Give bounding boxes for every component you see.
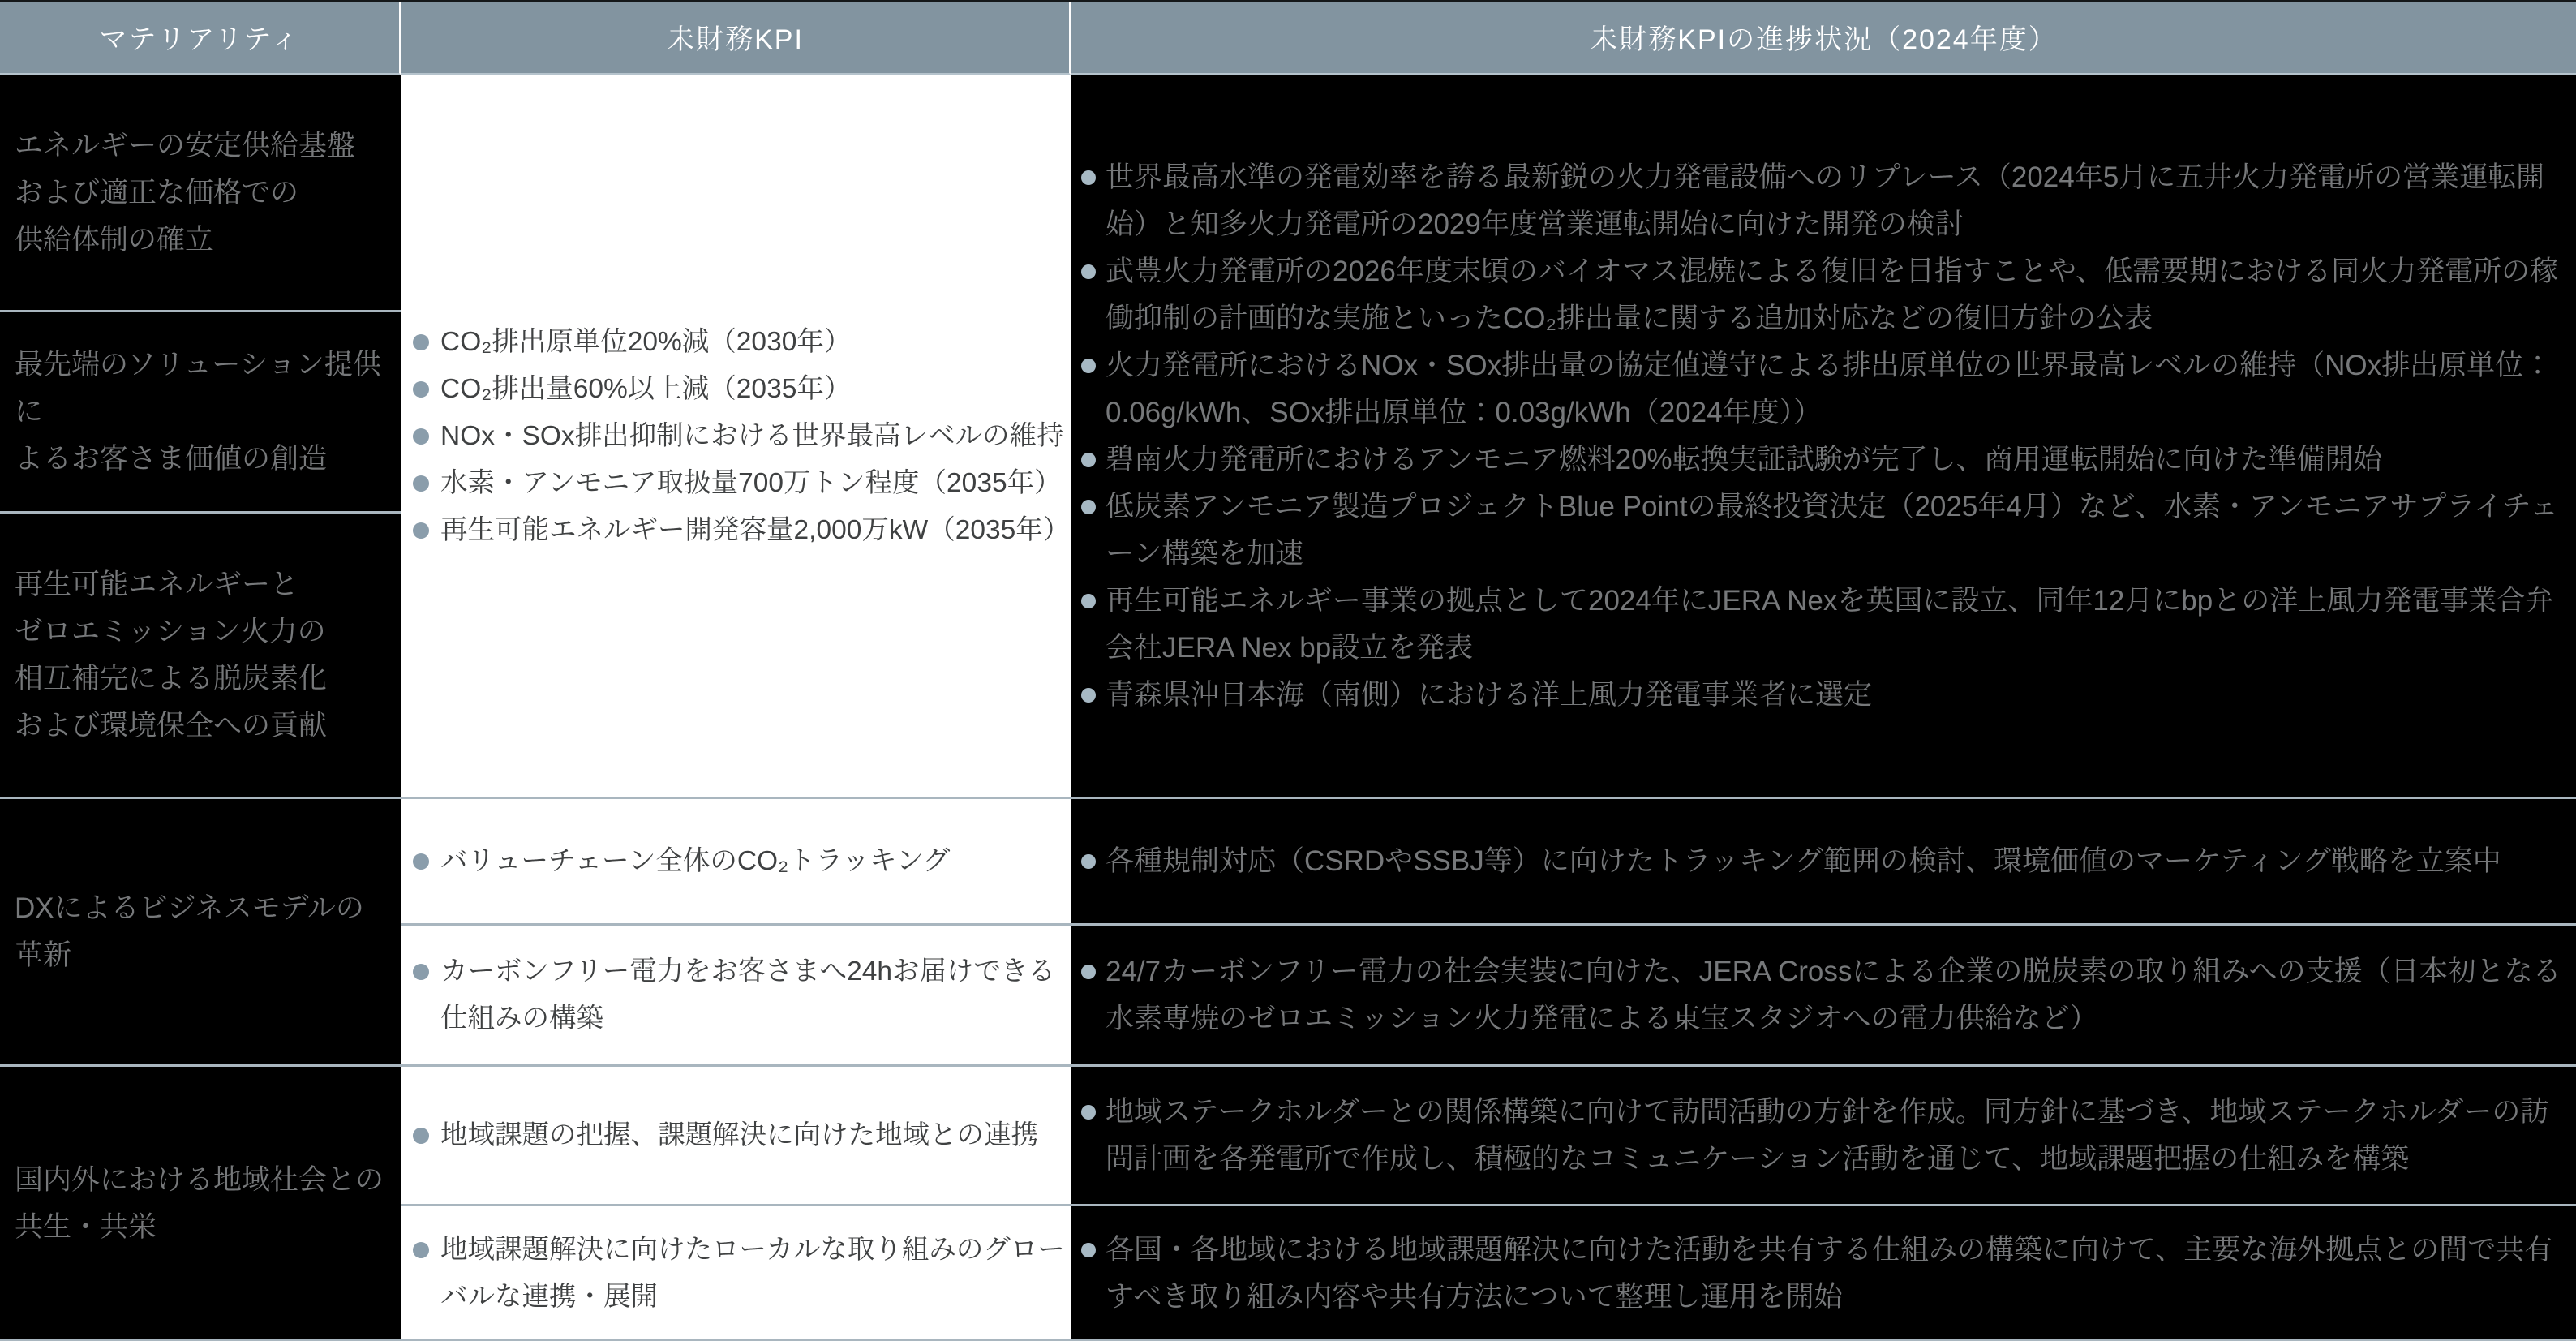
progress-text: 24/7カーボンフリー電力の社会実装に向けた、JERA Crossによる企業の脱炭素の取り組みへの支援（日本初となる水素専焼のゼロエミッション火力発電による東宝スタジオへの電力供給など） <box>1106 955 2561 1034</box>
bullet-icon <box>1081 1243 1096 1257</box>
kpi-carbon-free-24h <box>401 926 1071 1067</box>
progress-list <box>1081 154 2571 719</box>
kpi-list <box>413 1227 1068 1321</box>
kpi-local-community <box>401 1067 1071 1206</box>
bullet-icon <box>1081 500 1096 514</box>
bullet-icon <box>1081 688 1096 703</box>
progress-text: 各国・各地域における地域課題解決に向けた活動を共有する仕組みの構築に向けて、主要な海外拠点との間で共有すべき取り組み内容や共有方法について整理し運用を開始 <box>1106 1234 2553 1313</box>
bullet-icon <box>413 475 429 492</box>
kpi-text: 地域課題の把握、課題解決に向けた地域との連携 <box>440 1120 1038 1150</box>
list-item <box>413 1112 1068 1159</box>
bullet-icon <box>413 964 429 980</box>
materiality-line: 最先端のソリューション提供に <box>15 348 381 428</box>
kpi-list <box>413 838 1068 885</box>
header-materiality <box>0 0 401 75</box>
materiality-line: 再生可能エネルギーと <box>15 568 299 600</box>
list-item <box>1081 672 2571 719</box>
progress-list <box>1081 1089 2571 1183</box>
progress-energy-list <box>1071 75 2576 799</box>
bullet-icon <box>1081 453 1096 467</box>
materiality-community <box>0 1067 401 1341</box>
list-item <box>413 460 1068 507</box>
bullet-icon <box>1081 264 1096 279</box>
header-kpi <box>401 0 1071 75</box>
progress-text: 世界最高水準の発電効率を誇る最新鋭の火力発電設備へのリプレース（2024年5月に五井火力発電所の営業運転開始）と知多火力発電所の2029年度営業運転開始に向けた開発の検討 <box>1106 161 2545 240</box>
list-item <box>1081 342 2571 436</box>
list-item <box>1081 436 2571 484</box>
bullet-icon <box>1081 854 1096 869</box>
bullet-icon <box>1081 965 1096 979</box>
list-item <box>1081 578 2571 672</box>
materiality-line: 相互補完による脱炭素化 <box>15 662 328 694</box>
materiality-line: DXによるビジネスモデルの <box>15 892 364 924</box>
kpi-text: 再生可能エネルギー開発容量2,000万kW（2035年） <box>440 514 1071 545</box>
bullet-icon <box>413 334 429 350</box>
bullet-icon <box>1081 594 1096 608</box>
header-progress <box>1071 0 2576 75</box>
progress-list <box>1081 838 2571 885</box>
kpi-list <box>413 1112 1068 1159</box>
list-item <box>1081 838 2571 885</box>
list-item <box>1081 154 2571 248</box>
materiality-line: および適正な価格での <box>15 176 299 208</box>
bullet-icon <box>413 1128 429 1144</box>
list-item <box>1081 948 2571 1042</box>
header-kpi-label: 未財務KPI <box>667 24 804 55</box>
bullet-icon <box>413 1242 429 1258</box>
progress-list <box>1081 1227 2571 1321</box>
progress-text: 火力発電所におけるNOx・SOx排出量の協定値遵守による排出原単位の世界最高レベルの維持（NOx排出原単位：0.06g/kWh、SOx排出原単位：0.03g/kWh（2024年度）） <box>1106 349 2552 428</box>
bullet-icon <box>413 522 429 539</box>
kpi-text: カーボンフリー電力をお客さまへ24hお届けできる仕組みの構築 <box>440 956 1056 1034</box>
list-item <box>1081 248 2571 342</box>
materiality-line: 供給体制の確立 <box>15 223 214 256</box>
kpi-list <box>413 319 1071 554</box>
list-item <box>1081 1227 2571 1321</box>
materiality-line: 革新 <box>15 939 72 971</box>
list-item <box>413 1227 1068 1321</box>
kpi-text: CO₂排出原単位20%減（2030年） <box>440 326 852 357</box>
list-item <box>413 838 1068 885</box>
progress-text: 碧南火力発電所におけるアンモニア燃料20%転換実証試験が完了し、商用運転開始に向けた準備開始 <box>1106 443 2382 475</box>
materiality-line: 共生・共栄 <box>15 1211 157 1243</box>
kpi-list <box>413 948 1068 1042</box>
list-item <box>413 366 1068 413</box>
materiality-line: ゼロエミッション火力の <box>15 615 326 647</box>
list-item <box>1081 1089 2571 1183</box>
materiality-line: エネルギーの安定供給基盤 <box>15 129 356 161</box>
progress-local-community <box>1071 1067 2576 1206</box>
bullet-icon <box>413 853 429 870</box>
list-item <box>413 507 1071 554</box>
materiality-dx <box>0 799 401 1067</box>
progress-text: 武豊火力発電所の2026年度末頃のバイオマス混焼による復旧を目指すことや、低需要期における同火力発電所の稼働抑制の計画的な実施といったCO₂排出量に関する追加対応などの復旧方針の公表 <box>1106 255 2559 334</box>
progress-co2-tracking <box>1071 799 2576 926</box>
progress-text: 青森県沖日本海（南側）における洋上風力発電事業者に選定 <box>1106 678 1873 711</box>
kpi-text: NOx・SOx排出抑制における世界最高レベルの維持 <box>440 420 1064 451</box>
bullet-icon <box>1081 170 1096 185</box>
materiality-line: よるお客さま価値の創造 <box>15 442 328 475</box>
progress-global-expansion <box>1071 1206 2576 1341</box>
progress-text: 地域ステークホルダーとの関係構築に向けて訪問活動の方針を作成。同方針に基づき、地域ステークホルダーの訪問計画を各発電所で作成し、積極的なコミュニケーション活動を通じて、地域課題把握の仕組みを構築 <box>1106 1095 2549 1175</box>
kpi-energy-list <box>401 75 1071 799</box>
kpi-global-expansion <box>401 1206 1071 1341</box>
progress-text: 低炭素アンモニア製造プロジェクトBlue Pointの最終投資決定（2025年4月）など、水素・アンモニアサプライチェーン構築を加速 <box>1106 490 2559 569</box>
progress-carbon-free-24h <box>1071 926 2576 1067</box>
bullet-icon <box>413 381 429 398</box>
progress-text: 再生可能エネルギー事業の拠点として2024年にJERA Nexを英国に設立、同年12月にbpとの洋上風力発電事業合弁会社JERA Nex bp設立を発表 <box>1106 584 2554 664</box>
list-item <box>413 319 1068 366</box>
list-item <box>1081 484 2571 578</box>
kpi-text: 水素・アンモニア取扱量700万トン程度（2035年） <box>440 467 1062 498</box>
header-materiality-label: マテリアリティ <box>99 24 300 55</box>
materiality-solutions <box>0 312 401 514</box>
progress-list <box>1081 948 2571 1042</box>
list-item <box>413 413 1068 460</box>
materiality-line: および環境保全への貢献 <box>15 709 328 741</box>
kpi-text: 地域課題解決に向けたローカルな取り組みのグローバルな連携・展開 <box>440 1235 1065 1312</box>
list-item <box>413 948 1068 1042</box>
kpi-text: バリューチェーン全体のCO₂トラッキング <box>440 845 951 876</box>
materiality-line: 国内外における地域社会との <box>15 1164 384 1196</box>
bullet-icon <box>1081 1105 1096 1120</box>
materiality-energy-supply <box>0 75 401 312</box>
kpi-text: CO₂排出量60%以上減（2035年） <box>440 373 852 404</box>
kpi-co2-tracking <box>401 799 1071 926</box>
header-progress-label: 未財務KPIの進捗状況（2024年度） <box>1590 24 2058 55</box>
progress-text: 各種規制対応（CSRDやSSBJ等）に向けたトラッキング範囲の検討、環境価値のマーケティング戦略を立案中 <box>1106 845 2501 877</box>
materiality-renewables-decarbonization <box>0 514 401 799</box>
bullet-icon <box>1081 359 1096 373</box>
bullet-icon <box>413 428 429 445</box>
